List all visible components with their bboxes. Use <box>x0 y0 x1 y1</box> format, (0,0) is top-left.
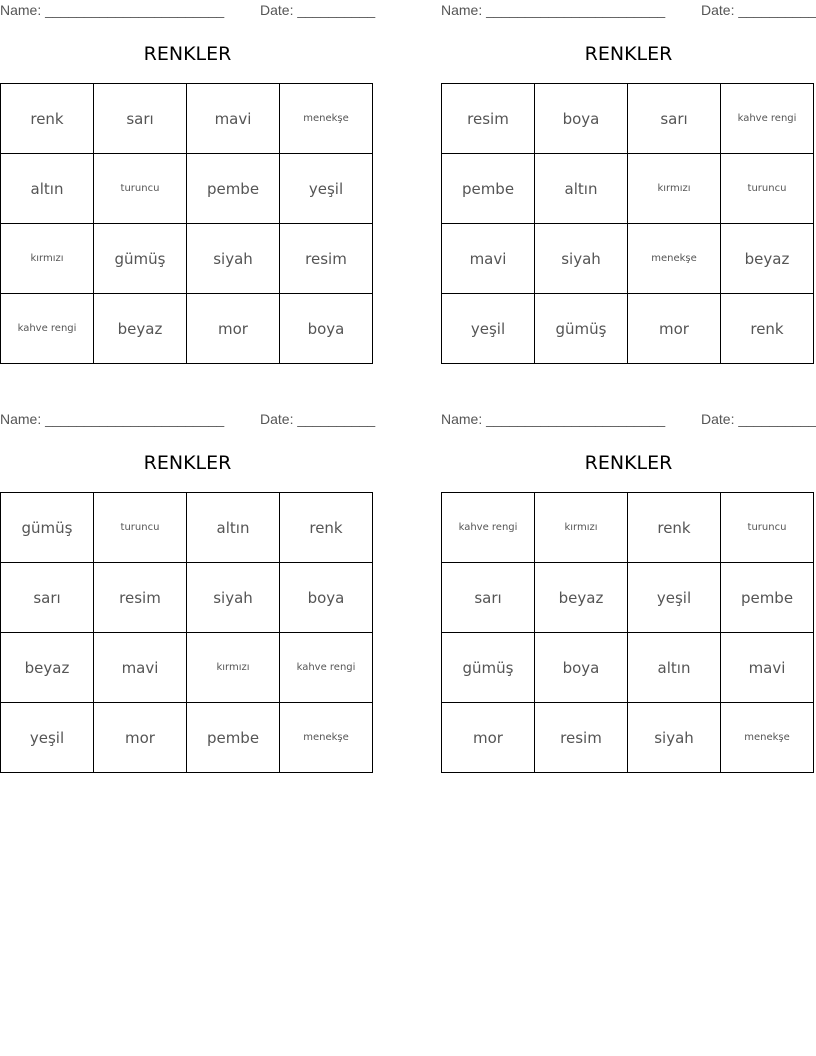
grid-cell: sarı <box>1 563 94 633</box>
grid-row <box>1 493 373 563</box>
grid-cell: resim <box>442 84 535 154</box>
bingo-card-3 <box>0 409 376 747</box>
grid-cell: gümüş <box>442 633 535 703</box>
date-field-label: Date: __________ <box>260 2 376 18</box>
name-field-label: Name: _______________________ <box>441 411 666 427</box>
grid-cell: sarı <box>94 84 187 154</box>
grid-cell: renk <box>721 294 814 364</box>
grid-row <box>442 633 814 703</box>
grid-cell: altın <box>535 154 628 224</box>
grid-row <box>1 294 373 364</box>
grid-cell: pembe <box>721 563 814 633</box>
grid-cell: beyaz <box>721 224 814 294</box>
grid-cell: boya <box>280 563 373 633</box>
grid-cell: siyah <box>187 563 280 633</box>
grid-row <box>442 563 814 633</box>
grid-row <box>1 703 373 773</box>
card-title: RENKLER <box>143 43 232 65</box>
grid-cell: beyaz <box>535 563 628 633</box>
grid-cell: kahve rengi <box>442 493 535 563</box>
grid-cell: turuncu <box>721 154 814 224</box>
bingo-card-2 <box>441 0 816 338</box>
grid-cell: pembe <box>187 703 280 773</box>
bingo-grid <box>0 492 373 773</box>
grid-cell: pembe <box>187 154 280 224</box>
card-header <box>0 411 375 429</box>
grid-cell: turuncu <box>721 493 814 563</box>
bingo-card-1 <box>0 0 376 338</box>
grid-cell: menekşe <box>628 224 721 294</box>
grid-cell: menekşe <box>721 703 814 773</box>
grid-cell: renk <box>628 493 721 563</box>
grid-cell: boya <box>535 84 628 154</box>
name-field-label: Name: _______________________ <box>0 411 225 427</box>
grid-row <box>442 224 814 294</box>
card-header <box>441 411 816 429</box>
grid-cell: yeşil <box>628 563 721 633</box>
grid-cell: kırmızı <box>535 493 628 563</box>
bingo-grid <box>441 83 814 364</box>
date-field-label: Date: __________ <box>260 411 376 427</box>
grid-cell: mor <box>94 703 187 773</box>
card-title: RENKLER <box>584 43 673 65</box>
grid-cell: altın <box>628 633 721 703</box>
grid-cell: beyaz <box>94 294 187 364</box>
grid-row <box>442 493 814 563</box>
grid-cell: sarı <box>628 84 721 154</box>
grid-row <box>1 633 373 703</box>
grid-cell: mavi <box>187 84 280 154</box>
grid-row <box>442 154 814 224</box>
grid-cell: boya <box>280 294 373 364</box>
grid-cell: renk <box>280 493 373 563</box>
grid-row <box>442 703 814 773</box>
grid-cell: mavi <box>721 633 814 703</box>
grid-cell: kahve rengi <box>721 84 814 154</box>
name-field-label: Name: _______________________ <box>441 2 666 18</box>
grid-cell: siyah <box>628 703 721 773</box>
name-field-label: Name: _______________________ <box>0 2 225 18</box>
grid-cell: siyah <box>535 224 628 294</box>
grid-cell: sarı <box>442 563 535 633</box>
grid-cell: siyah <box>187 224 280 294</box>
grid-row <box>442 84 814 154</box>
grid-cell: yeşil <box>280 154 373 224</box>
grid-cell: altın <box>187 493 280 563</box>
grid-cell: yeşil <box>1 703 94 773</box>
grid-row <box>1 224 373 294</box>
card-title: RENKLER <box>584 452 673 474</box>
grid-cell: gümüş <box>535 294 628 364</box>
date-field-label: Date: __________ <box>701 2 816 18</box>
grid-cell: gümüş <box>94 224 187 294</box>
grid-cell: menekşe <box>280 703 373 773</box>
grid-cell: altın <box>1 154 94 224</box>
card-title: RENKLER <box>143 452 232 474</box>
card-header <box>441 2 816 20</box>
grid-cell: mor <box>628 294 721 364</box>
grid-cell: kahve rengi <box>280 633 373 703</box>
grid-cell: beyaz <box>1 633 94 703</box>
grid-cell: gümüş <box>1 493 94 563</box>
grid-cell: resim <box>94 563 187 633</box>
grid-cell: kırmızı <box>1 224 94 294</box>
grid-row <box>1 563 373 633</box>
grid-cell: mor <box>187 294 280 364</box>
bingo-grid <box>0 83 373 364</box>
grid-cell: mor <box>442 703 535 773</box>
bingo-grid <box>441 492 814 773</box>
grid-cell: kahve rengi <box>1 294 94 364</box>
grid-row <box>1 154 373 224</box>
grid-cell: menekşe <box>280 84 373 154</box>
grid-row <box>442 294 814 364</box>
grid-cell: kırmızı <box>628 154 721 224</box>
grid-cell: boya <box>535 633 628 703</box>
grid-cell: resim <box>535 703 628 773</box>
grid-cell: yeşil <box>442 294 535 364</box>
card-header <box>0 2 375 20</box>
grid-cell: mavi <box>94 633 187 703</box>
grid-cell: turuncu <box>94 154 187 224</box>
grid-cell: pembe <box>442 154 535 224</box>
grid-row <box>1 84 373 154</box>
grid-cell: turuncu <box>94 493 187 563</box>
bingo-card-4 <box>441 409 816 747</box>
grid-cell: mavi <box>442 224 535 294</box>
grid-cell: resim <box>280 224 373 294</box>
grid-cell: kırmızı <box>187 633 280 703</box>
grid-cell: renk <box>1 84 94 154</box>
date-field-label: Date: __________ <box>701 411 816 427</box>
